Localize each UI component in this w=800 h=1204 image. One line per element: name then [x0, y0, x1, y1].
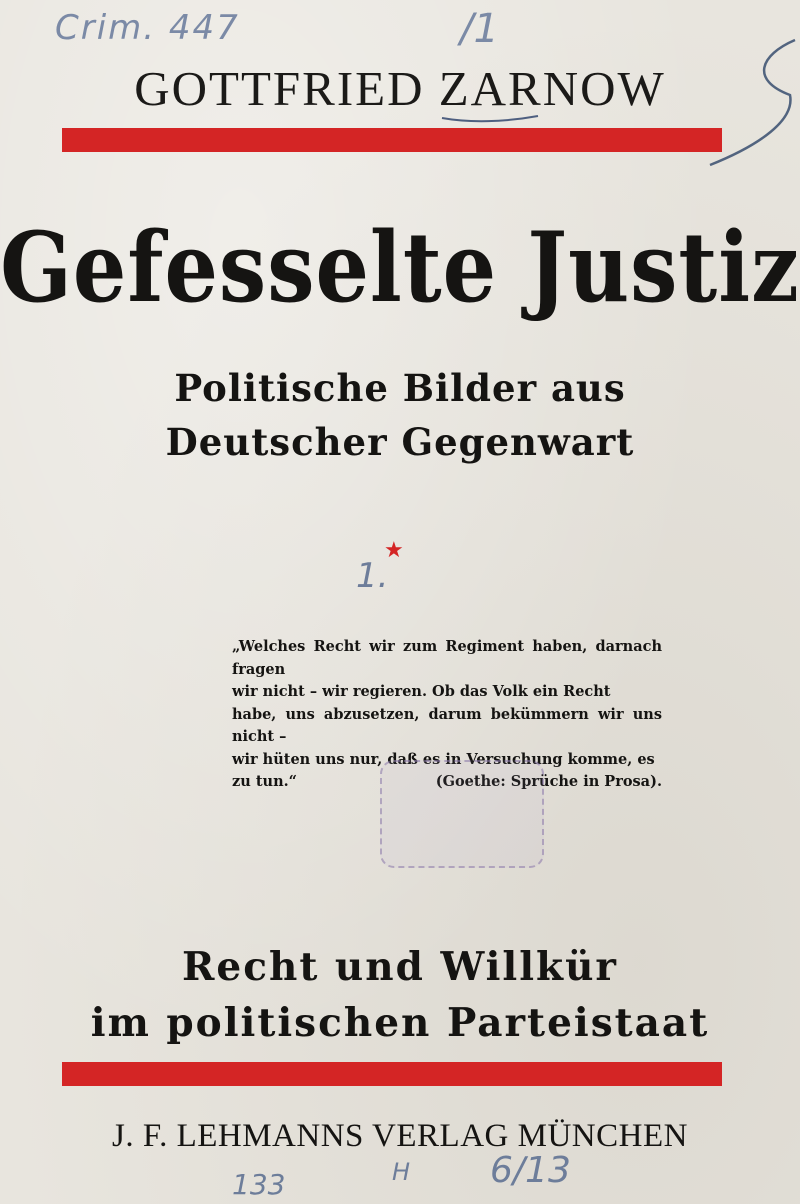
- quote-line: habe, uns abzusetzen, darum bekümmern wir uns nicht –: [232, 705, 662, 745]
- quote-line: zu tun.“: [232, 773, 297, 790]
- bottom-red-rule: [62, 1062, 722, 1086]
- quote-source: (Goethe: Sprüche in Prosa).: [435, 773, 662, 790]
- section-line-2: im politischen Parteistaat: [90, 1000, 710, 1046]
- handwritten-shelfmark: Crim. 447: [55, 8, 240, 48]
- subtitle-line-1: Politische Bilder aus: [174, 366, 626, 410]
- handwritten-mark: 1.: [356, 556, 389, 596]
- publisher-line: J. F. LEHMANNS VERLAG MÜNCHEN: [112, 1118, 688, 1154]
- book-title: Gefesselte Justiz: [0, 210, 800, 324]
- handwritten-number-133: 133: [232, 1168, 286, 1201]
- handwritten-letter-h: H: [392, 1158, 411, 1186]
- pencil-underline: [440, 112, 540, 126]
- subtitle-line-2: Deutscher Gegenwart: [165, 420, 635, 464]
- quote-line: wir hüten uns nur, daß es in Versuchung komme, es: [232, 750, 655, 768]
- library-stamp: [380, 760, 544, 868]
- red-star-icon: ★: [384, 538, 404, 563]
- quote-line: „Welches Recht wir zum Regiment haben, darnach fragen: [232, 638, 662, 678]
- handwritten-shelf-number: /1: [460, 6, 499, 52]
- handwritten-number-6-13: 6/13: [490, 1150, 571, 1191]
- author-name: GOTTFRIED ZARNOW: [134, 61, 666, 116]
- top-red-rule: [62, 128, 722, 152]
- section-line-1: Recht und Willkür: [182, 944, 618, 990]
- quote-line: wir nicht – wir regieren. Ob das Volk ein Recht: [232, 683, 611, 700]
